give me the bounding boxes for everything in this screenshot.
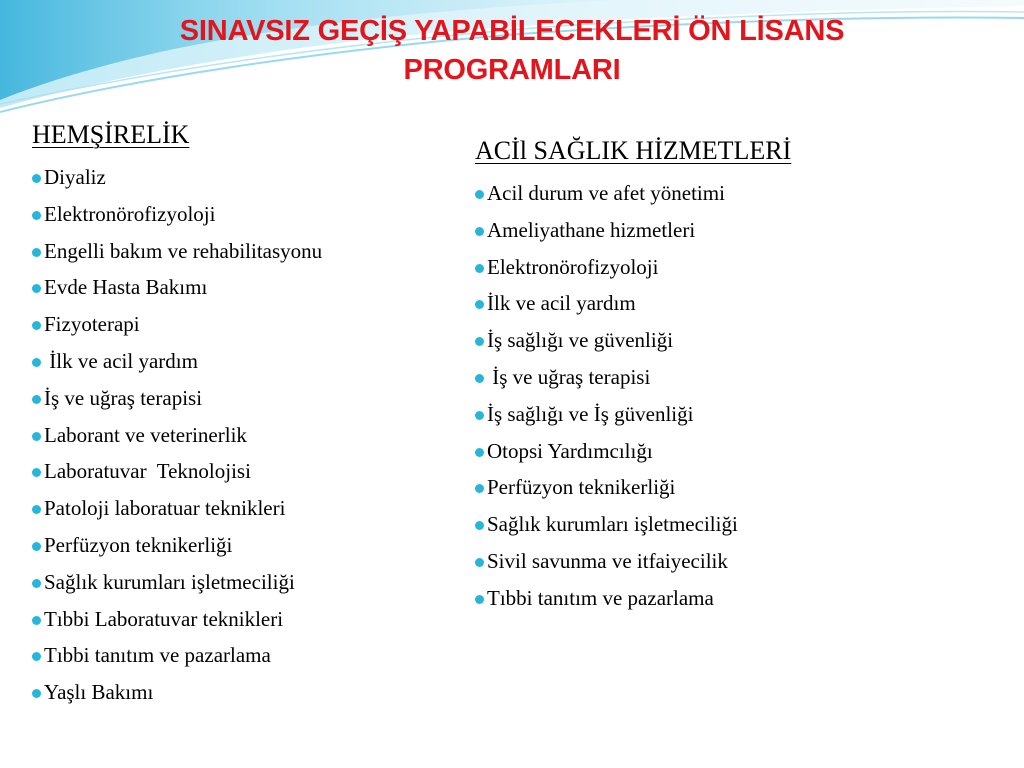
- left-column-heading: HEMŞİRELİK: [32, 120, 190, 149]
- list-item-text: Tıbbi tanıtım ve pazarlama: [44, 643, 271, 668]
- list-item-text: Patoloji laboratuar teknikleri: [44, 496, 286, 521]
- list-item-text: Tıbbi Laboratuvar teknikleri: [44, 606, 284, 631]
- list-item-text: Perfüzyon teknikerliği: [487, 475, 676, 500]
- list-item-text: Sağlık kurumları işletmeciliği: [487, 512, 738, 537]
- slide-title-line-1: SINAVSIZ GEÇİŞ YAPABİLECEKLERİ ÖN LİSANS: [179, 15, 845, 47]
- list-item-text: Tıbbi tanıtım ve pazarlama: [487, 585, 714, 610]
- bullet-icon: [32, 248, 41, 257]
- bullet-icon: [32, 579, 41, 588]
- bullet-icon: [475, 595, 484, 604]
- list-item-text: Elektronörofizyoloji: [487, 254, 659, 279]
- left-program-list: [30, 159, 460, 711]
- list-item: [473, 543, 993, 580]
- bullet-icon: [32, 321, 41, 330]
- left-column: [30, 117, 460, 711]
- slide-title: [60, 12, 964, 90]
- bullet-icon: [32, 652, 41, 661]
- list-item-text: İlk ve acil yardım: [487, 291, 636, 316]
- list-item-text: Sivil savunma ve itfaiyecilik: [487, 548, 728, 573]
- list-item-text: Diyaliz: [44, 165, 106, 189]
- list-item: [473, 359, 993, 396]
- list-item: [473, 469, 993, 506]
- bullet-icon: [32, 211, 41, 220]
- list-item: [30, 306, 460, 343]
- bullet-icon: [475, 448, 484, 457]
- bullet-icon: [32, 616, 41, 625]
- bullet-icon: [32, 284, 41, 293]
- list-item: [473, 506, 993, 543]
- list-item-text: İş sağlığı ve İş güvenliği: [487, 401, 694, 426]
- list-item: [473, 285, 993, 322]
- bullet-icon: [475, 190, 484, 199]
- list-item-text: Acil durum ve afet yönetimi: [487, 181, 725, 205]
- right-column-heading: ACİl SAĞLIK HİZMETLERİ: [475, 136, 792, 165]
- list-item: [30, 159, 460, 196]
- list-item: [473, 580, 993, 617]
- list-item: [473, 322, 993, 359]
- bullet-icon: [475, 374, 484, 383]
- list-item: [30, 417, 460, 454]
- list-item: [30, 269, 460, 306]
- list-item-text: İş ve uğraş terapisi: [487, 364, 651, 389]
- list-item-text: Yaşlı Bakımı: [44, 680, 154, 705]
- bullet-icon: [475, 337, 484, 346]
- list-item-text: Laboratuvar Teknolojisi: [44, 459, 251, 484]
- list-item-text: Sağlık kurumları işletmeciliği: [44, 569, 295, 594]
- bullet-icon: [475, 558, 484, 567]
- list-item: [30, 233, 460, 270]
- bullet-icon: [32, 468, 41, 477]
- list-item: [30, 601, 460, 638]
- slide-title-line-2: PROGRAMLARI: [403, 54, 621, 86]
- bullet-icon: [32, 395, 41, 404]
- bullet-icon: [475, 484, 484, 493]
- list-item-text: İş sağlığı ve güvenliği: [487, 328, 674, 353]
- bullet-icon: [32, 174, 41, 183]
- bullet-icon: [32, 689, 41, 698]
- bullet-icon: [32, 505, 41, 514]
- list-item: [30, 343, 460, 380]
- list-item: [473, 249, 993, 286]
- list-item: [30, 527, 460, 564]
- bullet-icon: [475, 521, 484, 530]
- list-item: [473, 212, 993, 249]
- list-item: [30, 490, 460, 527]
- list-item-text: Perfüzyon teknikerliği: [44, 532, 233, 557]
- bullet-icon: [32, 542, 41, 551]
- list-item-text: Engelli bakım ve rehabilitasyonu: [44, 238, 323, 263]
- list-item-text: İş ve uğraş terapisi: [44, 385, 203, 410]
- list-item-text: Ameliyathane hizmetleri: [487, 217, 696, 242]
- list-item: [30, 380, 460, 417]
- list-item: [30, 674, 460, 711]
- list-item-text: Fizyoterapi: [44, 312, 140, 337]
- list-item: [473, 433, 993, 470]
- bullet-icon: [475, 411, 484, 420]
- bullet-icon: [32, 358, 41, 367]
- list-item: [30, 453, 460, 490]
- bullet-icon: [475, 300, 484, 309]
- list-item-text: Otopsi Yardımcılığı: [487, 438, 653, 463]
- list-item-text: Elektronörofizyoloji: [44, 201, 216, 226]
- bullet-icon: [475, 264, 484, 273]
- right-column: [473, 133, 993, 617]
- bullet-icon: [32, 432, 41, 441]
- list-item: [30, 564, 460, 601]
- right-program-list: [473, 175, 993, 617]
- bullet-icon: [475, 227, 484, 236]
- list-item: [473, 175, 993, 212]
- list-item-text: Laborant ve veterinerlik: [44, 422, 247, 447]
- list-item: [30, 196, 460, 233]
- list-item: [30, 637, 460, 674]
- list-item-text: İlk ve acil yardım: [44, 348, 198, 373]
- list-item-text: Evde Hasta Bakımı: [44, 275, 208, 300]
- list-item: [473, 396, 993, 433]
